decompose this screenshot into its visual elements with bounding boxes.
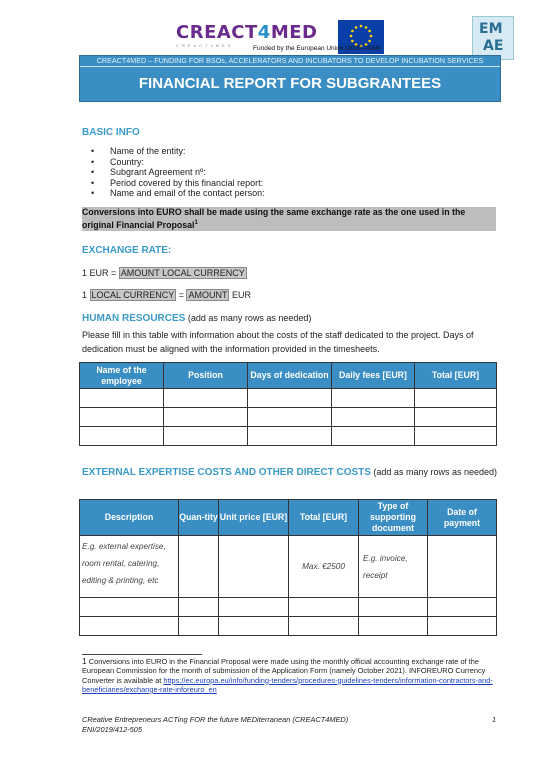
amount-local-currency-field[interactable]: AMOUNT LOCAL CURRENCY: [120, 268, 245, 278]
table-cell[interactable]: [164, 427, 248, 446]
table-cell[interactable]: [179, 536, 219, 598]
exchange-rate-line-2: 1 LOCAL CURRENCY = AMOUNT EUR: [82, 290, 251, 300]
page-footer: [82, 715, 348, 735]
table-row: [80, 617, 497, 636]
table-row: [80, 536, 497, 598]
example-description-cell[interactable]: E.g. external expertise, room rental, catering, editing & printing, etc: [80, 536, 179, 598]
human-resources-table: [79, 362, 497, 446]
local-currency-field[interactable]: LOCAL CURRENCY: [91, 290, 175, 300]
column-header: Total [EUR]: [415, 363, 497, 389]
table-cell[interactable]: [248, 408, 332, 427]
table-row: [80, 427, 497, 446]
table-cell[interactable]: [164, 408, 248, 427]
table-header-row: [80, 363, 497, 389]
table-cell[interactable]: [415, 389, 497, 408]
basic-info-item: • Country:: [82, 157, 265, 168]
table-cell[interactable]: [219, 617, 289, 636]
exchange-rate-heading: EXCHANGE RATE:: [82, 245, 172, 256]
basic-info-item: • Name and email of the contact person:: [82, 188, 265, 199]
example-supporting-doc-cell[interactable]: E.g. invoice, receipt: [359, 536, 428, 598]
table-cell[interactable]: [248, 427, 332, 446]
table-cell[interactable]: [289, 617, 359, 636]
table-cell[interactable]: [80, 617, 179, 636]
column-header: Total [EUR]: [289, 500, 359, 536]
table-cell[interactable]: [428, 536, 497, 598]
inforeuro-link[interactable]: https://ec.europa.eu/info/funding-tenders/procedures-guidelines-tenders/information-contractors-and-beneficiaries/exchange-rate-inforeuro_en: [82, 675, 493, 694]
human-resources-description: Please fill in this table with information about the costs of the staff dedicated to the project. Days of dedication must be aligned with the information provided in the timesheets.: [82, 330, 474, 354]
basic-info-item: • Subgrant Agreement nº:: [82, 167, 265, 178]
table-cell[interactable]: [359, 617, 428, 636]
funded-by-text: Funded by the European Union (2020-2024): [253, 45, 381, 52]
column-header: Unit price [EUR]: [219, 500, 289, 536]
creact4med-logo: CREACT4MED: [176, 22, 318, 43]
table-cell[interactable]: [248, 389, 332, 408]
table-cell[interactable]: [332, 389, 415, 408]
table-cell[interactable]: [415, 427, 497, 446]
footer-grant-number: ENI/2019/412-505: [82, 725, 142, 734]
column-header: Daily fees [EUR]: [332, 363, 415, 389]
column-header: Type of supporting document: [359, 500, 428, 536]
human-resources-heading: HUMAN RESOURCES (add as many rows as needed): [82, 313, 312, 324]
table-cell[interactable]: [415, 408, 497, 427]
exchange-rate-line-1: 1 EUR = AMOUNT LOCAL CURRENCY: [82, 268, 245, 278]
column-header: Description: [80, 500, 179, 536]
example-total-cell[interactable]: Max. €2500: [289, 536, 359, 598]
basic-info-heading: BASIC INFO: [82, 127, 140, 138]
external-costs-heading: EXTERNAL EXPERTISE COSTS AND OTHER DIRECT COSTS (add as many rows as needed): [82, 467, 497, 478]
basic-info-list: [82, 146, 265, 199]
table-cell[interactable]: [219, 536, 289, 598]
basic-info-item: • Name of the entity:: [82, 146, 265, 157]
table-cell[interactable]: [80, 389, 164, 408]
banner-subtitle: CREACT4MED – FUNDING FOR BSOs, ACCELERATORS AND INCUBATORS TO DEVELOP INCUBATION SERVICES: [96, 56, 484, 65]
table-cell[interactable]: [332, 427, 415, 446]
table-cell[interactable]: [80, 408, 164, 427]
table-cell[interactable]: [179, 617, 219, 636]
table-row: [80, 389, 497, 408]
table-row: [80, 408, 497, 427]
table-cell[interactable]: [219, 598, 289, 617]
table-cell[interactable]: [359, 598, 428, 617]
title-banner: [79, 55, 501, 102]
banner-divider: [80, 66, 500, 67]
table-header-row: [80, 500, 497, 536]
conversion-note: Conversions into EURO shall be made using the same exchange rate as the one used in the original Financial Proposal$^1$: [82, 207, 496, 231]
footnote: 1 Conversions into EURO in the Financial Proposal were made using the monthly official accounting exchange rate of the European Commission for the month of submission of the Application Form (namely October 2021). INFOREURO Currency Converter is available at https://ec.europa.eu/info/funding-tenders/procedures-guidelines-tenders/information-contractors-and-beneficiaries/exchange-rate-inforeuro_en: [82, 656, 493, 694]
document-title: FINANCIAL REPORT FOR SUBGRANTEES: [138, 75, 442, 92]
basic-info-item: • Period covered by this financial report:: [82, 178, 265, 189]
table-row: [80, 598, 497, 617]
table-cell[interactable]: [179, 598, 219, 617]
footer-project-name: CReative Entrepreneurs ACTing FOR the future MEDiterranean (CREACT4MED): [82, 715, 349, 724]
table-cell[interactable]: [428, 598, 497, 617]
column-header: Quan-tity: [179, 500, 219, 536]
table-cell[interactable]: [164, 389, 248, 408]
table-cell[interactable]: [289, 598, 359, 617]
column-header: Date of payment: [428, 500, 497, 536]
emae-logo: EM AE: [472, 16, 514, 60]
amount-field[interactable]: AMOUNT: [188, 290, 228, 300]
page-number: 1: [492, 715, 497, 724]
column-header: Name of the employee: [80, 363, 164, 389]
table-cell[interactable]: [332, 408, 415, 427]
footnote-separator: [82, 654, 202, 655]
table-cell[interactable]: [428, 617, 497, 636]
external-costs-table: [79, 499, 497, 636]
column-header: Position: [164, 363, 248, 389]
table-cell[interactable]: [80, 598, 179, 617]
logo-tagline: CREACT4MED: [176, 43, 234, 48]
table-cell[interactable]: [80, 427, 164, 446]
column-header: Days of dedication: [248, 363, 332, 389]
